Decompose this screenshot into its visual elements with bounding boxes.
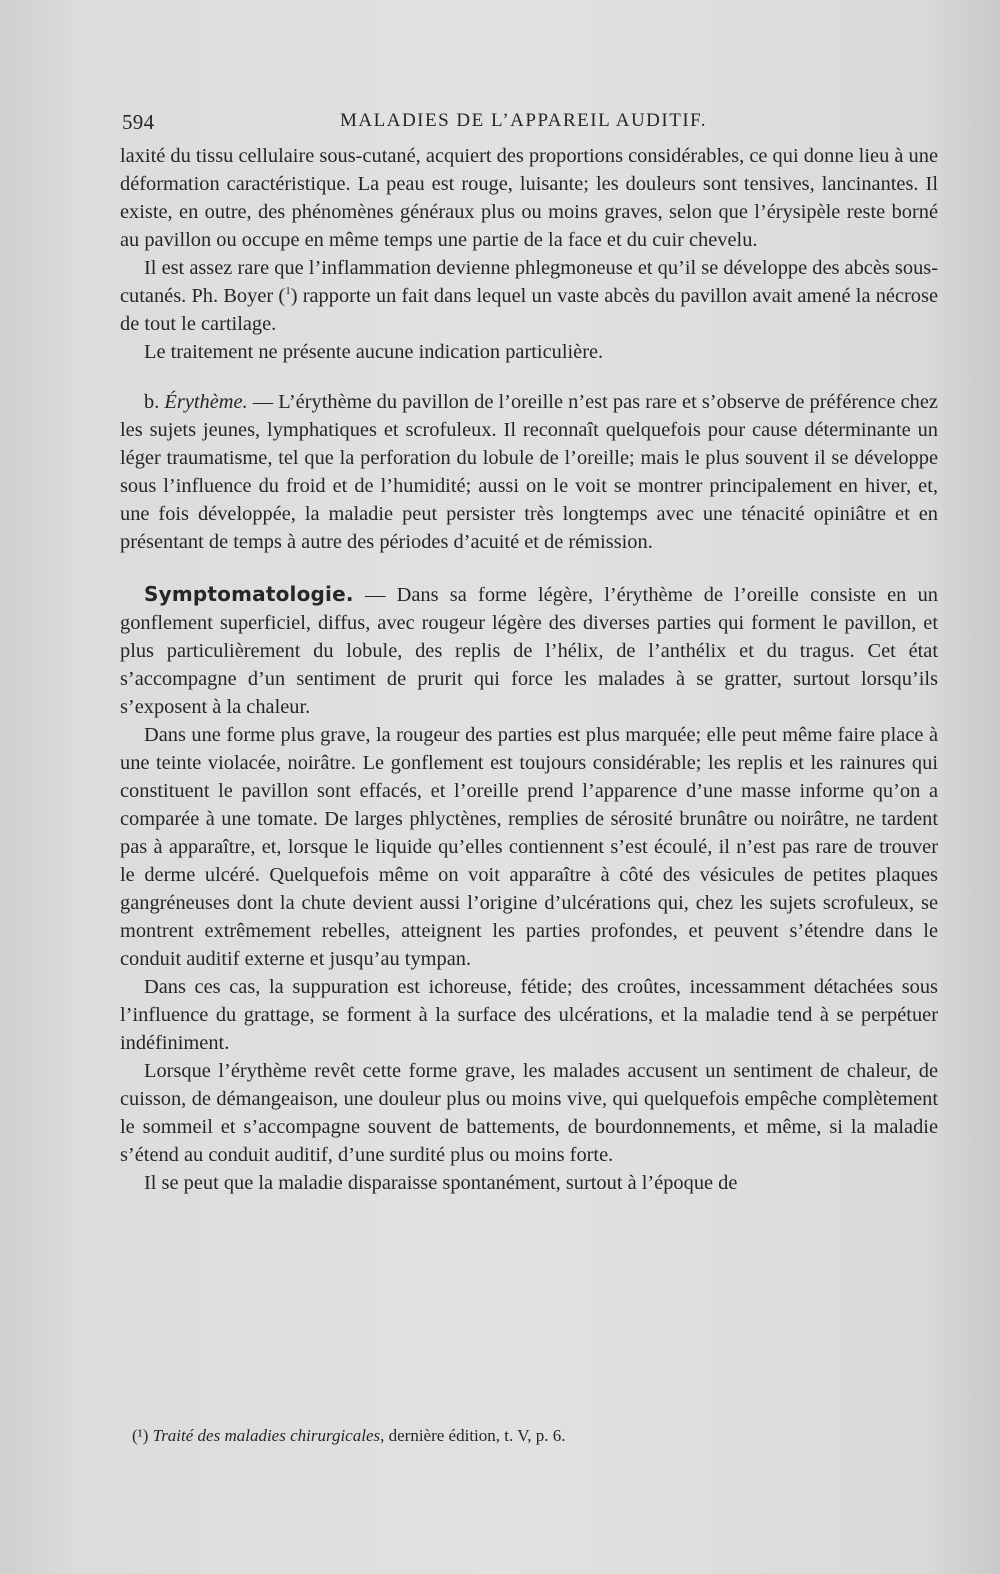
page-header	[122, 110, 936, 144]
paragraph-4	[120, 388, 938, 556]
footnote-text: , dernière édition, t. V, p. 6.	[380, 1426, 566, 1445]
paragraph-gap	[120, 366, 938, 388]
subsection-title: Érythème.	[164, 391, 248, 413]
paragraph-9: Il se peut que la maladie disparaisse spontanément, surtout à l’époque de	[144, 1172, 738, 1194]
paragraph-8: Lorsque l’érythème revêt cette forme grave, les malades accusent un sentiment de chaleur, de cuisson, de démangeaison, une douleur plus ou moins vive, qui quelquefois empêche complètement le sommeil et s’accompagne souvent de battements, de bourdonnements, et même, si la maladie s’étend au conduit auditif, d’une surdité plus ou moins forte.	[120, 1060, 938, 1166]
paragraph-4-text: — L’érythème du pavillon de l’oreille n’est pas rare et s’observe de préférence chez les sujets jeunes, lymphatiques et scrofuleux. Il reconnaît quelquefois pour cause déterminante un léger traumatisme, tel que la perforation du lobule de l’oreille; mais le plus souvent il se développe sous l’influence du froid et de l’humidité; aussi on le voit se montrer principalement en hiver, et, une fois développée, la maladie peut persister très longtemps avec une ténacité opiniâtre et en présentant de temps à autre des périodes d’acuité et de rémission.	[120, 391, 938, 553]
footnote-reference: 1	[285, 285, 291, 298]
running-head: MALADIES DE L’APPAREIL AUDITIF.	[340, 110, 707, 131]
paragraph-5	[120, 580, 938, 721]
paragraph-2	[120, 254, 938, 338]
page-number: 594	[122, 110, 155, 134]
paragraph-1: laxité du tissu cellulaire sous-cutané, acquiert des proportions considérables, ce qui donne lieu à une déformation caractéristique. La peau est rouge, luisante; les douleurs sont tensives, lancinantes. Il existe, en outre, des phénomènes généraux plus ou moins graves, selon que l’érysipèle reste borné au pavillon ou occupe en même temps une partie de la face et du cuir chevelu.	[120, 145, 938, 251]
paragraph-5-text: — Dans sa forme légère, l’érythème de l’oreille consiste en un gonflement superficiel, diffus, avec rougeur légère des diverses parties qui forment le pavillon, et plus particulièrement du lobule, des replis de l’hélix, de l’anthélix et du tragus. Cet état s’accompagne d’un sentiment de prurit qui force les malades à se gratter, surtout lorsqu’ils s’exposent à la chaleur.	[120, 584, 938, 718]
paragraph-3: Le traitement ne présente aucune indication particulière.	[144, 341, 604, 363]
paragraph-7: Dans ces cas, la suppuration est ichoreuse, fétide; des croûtes, incessamment détachées sous l’influence du grattage, se forment à la surface des ulcérations, et la maladie tend à se perpétuer indéfiniment.	[120, 976, 938, 1054]
section-gap	[120, 556, 938, 580]
subsection-label: b.	[144, 391, 160, 413]
paragraph-2-text-b: ) rapporte un fait dans lequel un vaste abcès du pavillon avait amené la nécrose de tout le cartilage.	[120, 285, 938, 335]
paragraph-2-text-a: Il est assez rare que l’inflammation devienne phlegmoneuse et qu’il se développe des abcès sous-cutanés. Ph. Boyer (	[120, 257, 938, 307]
footnote-work-title: Traité des maladies chirurgicales	[152, 1426, 381, 1445]
body-text	[120, 142, 938, 1197]
footnote-marker: (¹)	[132, 1426, 149, 1445]
section-heading: Symptomatologie.	[144, 582, 354, 606]
footnote	[132, 1424, 922, 1448]
paragraph-6: Dans une forme plus grave, la rougeur des parties est plus marquée; elle peut même faire place à une teinte violacée, noirâtre. Le gonflement est toujours considérable; les replis et les rainures qui constituent le pavillon sont effacés, et l’oreille prend l’apparence d’une masse informe qu’on a comparée à une tomate. De larges phlyctènes, remplies de sérosité brunâtre ou noirâtre, ne tardent pas à apparaître, et, lorsque le liquide qu’elles contiennent s’est écoulé, il n’est pas rare de trouver le derme ulcéré. Quelquefois même on voit apparaître à côté des vésicules de petites plaques gangréneuses dont la chute devient aussi l’origine d’ulcérations qui, chez les sujets scrofuleux, se montrent extrêmement rebelles, atteignent les parties profondes, et peuvent s’étendre dans le conduit auditif externe et jusqu’au tympan.	[120, 724, 938, 970]
